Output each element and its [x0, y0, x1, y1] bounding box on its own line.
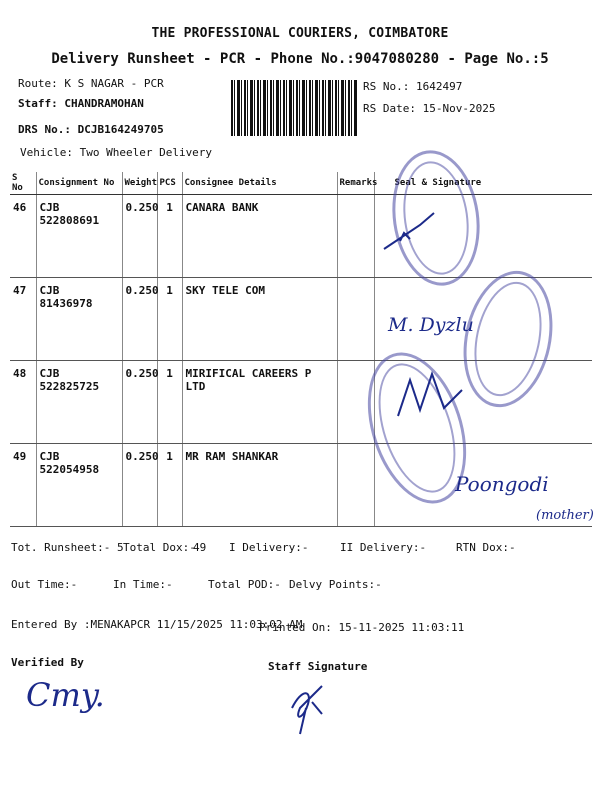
cell-remarks: [337, 195, 374, 278]
cell-weight: 0.250: [122, 361, 157, 444]
drs-label: DRS No.: DCJB164249705: [18, 123, 164, 136]
total-pod: Total POD:-: [208, 578, 281, 591]
cell-consignment: CJB 522825725: [36, 361, 122, 444]
staff-signature-label: Staff Signature: [268, 660, 368, 673]
cell-consignee: SKY TELE COM: [182, 278, 337, 361]
cell-sno: 49: [10, 444, 36, 527]
cell-consignment: CJB 522808691: [36, 195, 122, 278]
col-header-remarks: Remarks: [337, 172, 374, 195]
rs-date: RS Date: 15-Nov-2025: [363, 102, 496, 115]
document-title: THE PROFESSIONAL COURIERS, COIMBATORE: [151, 26, 449, 41]
cell-pcs: 1: [157, 444, 182, 527]
signature-row46-icon: [380, 205, 440, 255]
cell-weight: 0.250: [122, 278, 157, 361]
cell-pcs: 1: [157, 361, 182, 444]
rtn-dox: RTN Dox:-: [456, 541, 516, 554]
i-delivery: I Delivery:-: [229, 541, 309, 554]
cell-consignment: CJB 81436978: [36, 278, 122, 361]
delvy-points: Delvy Points:-: [289, 578, 382, 591]
barcode-image: [231, 80, 357, 136]
cell-pcs: 1: [157, 195, 182, 278]
ii-delivery: II Delivery:-: [340, 541, 427, 554]
cell-consignee: CANARA BANK: [182, 195, 337, 278]
table-row: [10, 195, 592, 278]
col-header-seal-signature: Seal & Signature: [374, 172, 592, 195]
cell-sno: 48: [10, 361, 36, 444]
document-subtitle: Delivery Runsheet - PCR - Phone No.:9047080280 - Page No.:5: [51, 51, 549, 67]
col-header-weight: Weight: [122, 172, 157, 195]
verified-by-label: Verified By: [11, 656, 84, 669]
total-dox-value: 49: [193, 541, 207, 554]
col-header-sno: S No: [10, 172, 36, 195]
rs-number: RS No.: 1642497: [363, 80, 463, 93]
printed-on: Printed On: 15-11-2025 11:03:11: [259, 621, 465, 634]
cell-consignee: MIRIFICAL CAREERS P LTD: [182, 361, 337, 444]
cell-sno: 47: [10, 278, 36, 361]
cell-weight: 0.250: [122, 195, 157, 278]
cell-weight: 0.250: [122, 444, 157, 527]
cell-remarks: [337, 278, 374, 361]
table-header-row: [10, 172, 592, 195]
total-dox-label: Total Dox:-: [123, 541, 196, 554]
cell-remarks: [337, 444, 374, 527]
cell-sno: 46: [10, 195, 36, 278]
route-label: Route: K S NAGAR - PCR: [18, 77, 164, 90]
col-header-consignment: Consignment No: [36, 172, 122, 195]
signature-row47: M. Dyzlu: [388, 314, 474, 336]
cell-consignment: CJB 522054958: [36, 444, 122, 527]
staff-signature-icon: [282, 678, 332, 738]
vehicle-label: Vehicle: Two Wheeler Delivery: [20, 146, 213, 159]
col-header-consignee: Consignee Details: [182, 172, 337, 195]
cell-pcs: 1: [157, 278, 182, 361]
col-header-pcs: PCS: [157, 172, 182, 195]
out-time: Out Time:-: [11, 578, 78, 591]
signature-row48-icon: [392, 360, 472, 430]
entered-by: Entered By :MENAKAPCR 11/15/2025 11:03:02 AM: [11, 618, 303, 631]
signature-row49-note: (mother): [536, 508, 594, 523]
cell-consignee: MR RAM SHANKAR: [182, 444, 337, 527]
total-runsheet: Tot. Runsheet:- 5: [11, 541, 124, 554]
in-time: In Time:-: [113, 578, 173, 591]
staff-label: Staff: CHANDRAMOHAN: [18, 97, 144, 110]
verified-signature: Cmy.: [26, 676, 105, 714]
signature-row49: Poongodi: [455, 472, 549, 496]
